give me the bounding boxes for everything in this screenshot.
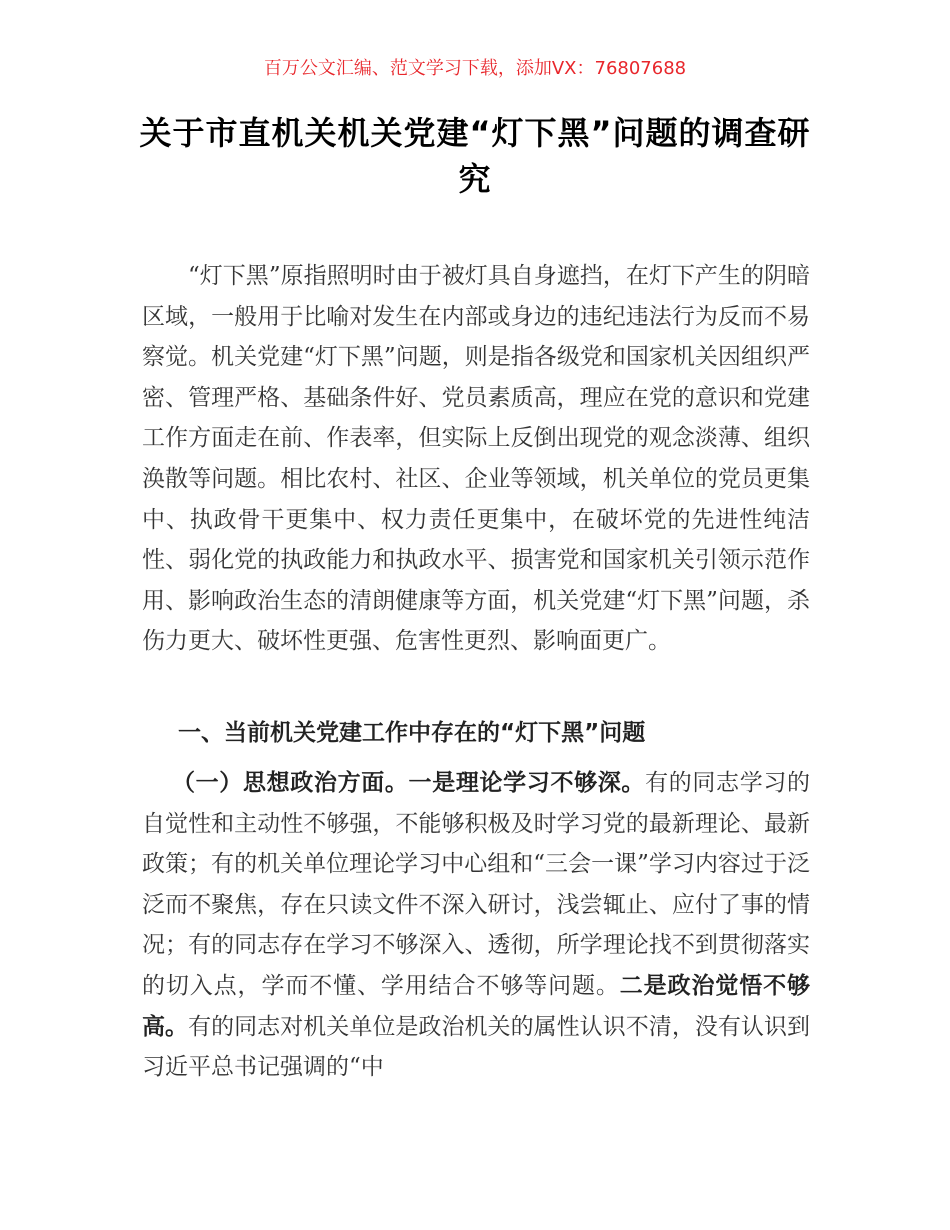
document-title: 关于市直机关机关党建“灯下黑”问题的调查研究 — [139, 114, 811, 198]
paragraph-lead-bold: （一）思想政治方面。一是理论学习不够深。 — [172, 770, 646, 796]
watermark-text: 百万公文汇编、范文学习下载，添加VX：76807688 — [263, 58, 687, 79]
paragraph-text: 有的同志对机关单位是政治机关的属性认识不清，没有认识到习近平总书记强调的“中 — [142, 1013, 811, 1081]
paragraph-text: 有的同志学习的自觉性和主动性不够强，不能够积极及时学习党的最新理论、最新政策；有的机关单位理论学习中心组和“三会一课”学习内容过于泛泛而不聚焦，存在只读文件不深入研讨，浅尝辄止、应付了事的情况；有的同志存在学习不够深入、透彻，所学理论找不到贯彻落实的切入点，学而不懂、学用结合不够等问题。 — [142, 770, 811, 999]
intro-paragraph: “灯下黑”原指照明时由于被灯具自身遮挡，在灯下产生的阴暗区域，一般用于比喻对发生在内部或身边的违纪违法行为反而不易察觉。机关党建“灯下黑”问题，则是指各级党和国家机关因组织严密、管理严格、基础条件好、党员素质高，理应在党的意识和党建工作方面走在前、作表率，但实际上反倒出现党的观念淡薄、组织涣散等问题。相比农村、社区、企业等领域，机关单位的党员更集中、执政骨干更集中、权力责任更集中，在破坏党的先进性纯洁性、弱化党的执政能力和执政水平、损害党和国家机关引领示范作用、影响政治生态的清朗健康等方面，机关党建“灯下黑”问题，杀伤力更大、破坏性更强、危害性更烈、影响面更广。 — [142, 263, 810, 655]
paragraph-subheading-bold: 二是政治觉悟不够高。 — [142, 972, 811, 1040]
section-heading: 一、当前机关党建工作中存在的“灯下黑”问题 — [178, 720, 646, 746]
section-paragraph — [142, 763, 810, 1088]
